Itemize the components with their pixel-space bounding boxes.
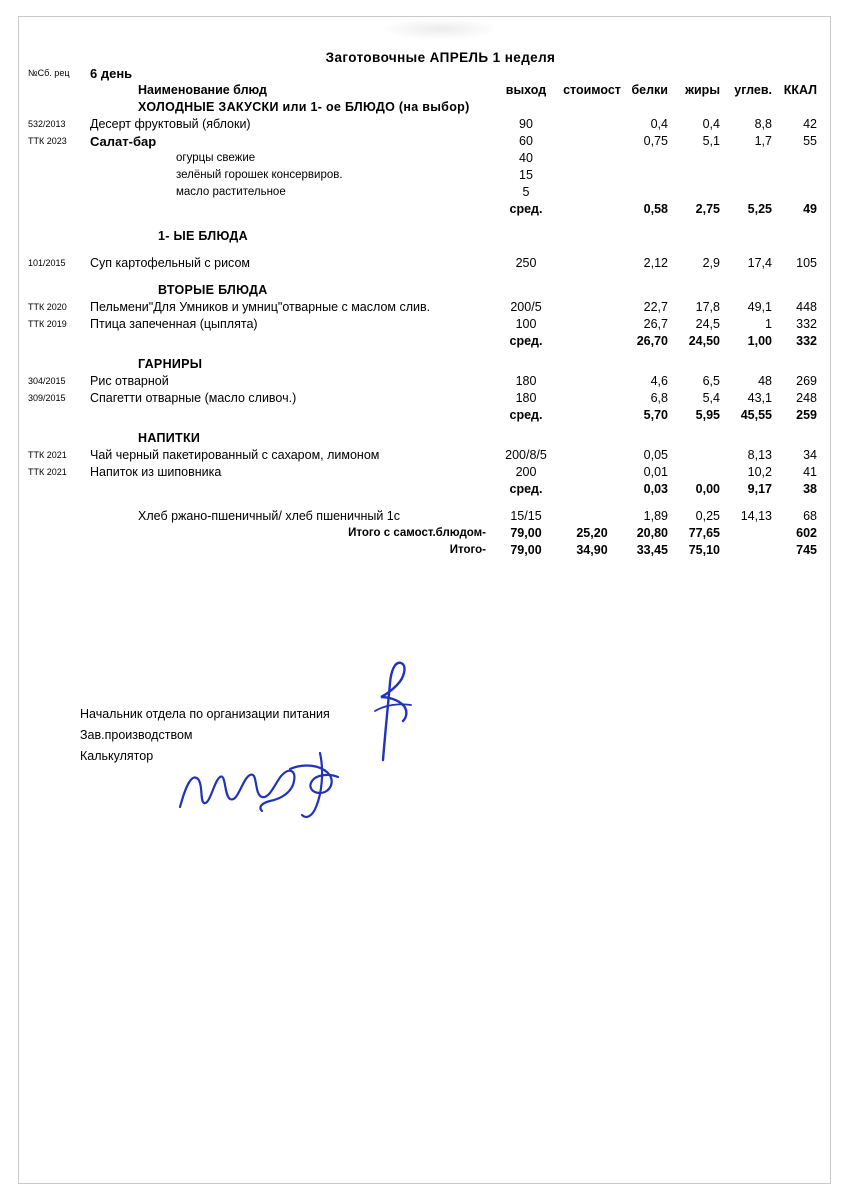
dish-out: 60 (519, 134, 533, 148)
dish-carbs: 8,13 (747, 448, 772, 462)
dish-code: 309/2015 (28, 393, 66, 403)
dish-name: масло растительное (176, 186, 286, 198)
dish-name: зелёный горошек консервиров. (176, 169, 343, 181)
dish-name: Напиток из шиповника (90, 465, 222, 479)
average-cost (562, 481, 622, 498)
dish-kcal: 41 (803, 465, 817, 479)
col-header-cost: стоимост (563, 83, 621, 97)
dish-carbs: 48 (758, 374, 772, 388)
table-row (28, 464, 823, 481)
dish-protein: 22,7 (643, 300, 668, 314)
average-row (28, 407, 823, 424)
table-row (28, 390, 823, 407)
bread-carbs: 14,13 (740, 509, 772, 523)
total-extra (726, 525, 778, 542)
section-heading: ХОЛОДНЫЕ ЗАКУСКИ или 1- ое БЛЮДО (на выбор) (138, 100, 470, 114)
dish-name: Суп картофельный с рисом (90, 256, 250, 270)
dish-kcal: 248 (796, 391, 817, 405)
signature-line-1: Начальник отдела по организации питания (80, 707, 330, 721)
total-protein: 34,90 (576, 543, 608, 557)
dish-fat: 24,5 (695, 317, 720, 331)
average-row (28, 333, 823, 350)
document-content (28, 50, 823, 559)
average-kcal: 38 (803, 482, 817, 496)
average-fat: 0,00 (695, 482, 720, 496)
dish-name: Чай черный пакетированный с сахаром, лимоном (90, 448, 380, 462)
dish-kcal: 448 (796, 300, 817, 314)
average-fat: 2,75 (695, 202, 720, 216)
signature-line-3: Калькулятор (80, 749, 154, 763)
section-heading-row (28, 282, 823, 299)
average-cost (562, 333, 622, 350)
section-heading-row (28, 99, 823, 116)
dish-name: Рис отварной (90, 374, 169, 388)
dish-name: Спагетти отварные (масло сливоч.) (90, 391, 297, 405)
total-fat: 33,45 (636, 543, 668, 557)
col-header-carbs: углев. (734, 83, 772, 97)
dish-carbs: 17,4 (747, 256, 772, 270)
col-header-name: Наименование блюд (138, 83, 267, 97)
dish-protein: 26,7 (643, 317, 668, 331)
total-cost: 79,00 (510, 526, 542, 540)
total-fat: 20,80 (636, 526, 668, 540)
table-row (28, 184, 823, 201)
col-header-fat: жиры (685, 83, 720, 97)
average-protein: 0,58 (643, 202, 668, 216)
average-kcal: 49 (803, 202, 817, 216)
col-header-kcal: ККАЛ (783, 83, 817, 97)
dish-protein: 0,4 (650, 117, 668, 131)
bread-code (28, 508, 90, 525)
dish-out: 200/8/5 (505, 448, 547, 462)
dish-fat: 0,4 (702, 117, 720, 131)
dish-fat: 6,5 (702, 374, 720, 388)
average-label: сред. (509, 334, 543, 348)
total-label: Итого с самост.блюдом- (348, 527, 486, 539)
dish-code: ТТК 2019 (28, 319, 67, 329)
dish-out: 5 (522, 185, 530, 199)
dish-cost (562, 447, 622, 464)
dish-carbs: 1 (765, 317, 772, 331)
table-row (28, 255, 823, 272)
section-heading: 1- ЫЕ БЛЮДА (158, 229, 248, 243)
section-heading-row (28, 228, 823, 245)
dish-protein: 0,75 (643, 134, 668, 148)
average-label: сред. (509, 202, 543, 216)
dish-kcal: 55 (803, 134, 817, 148)
section-heading: ГАРНИРЫ (138, 357, 203, 371)
table-row (28, 167, 823, 184)
dish-name: Салат-бар (90, 134, 157, 149)
total-carbs: 77,65 (688, 526, 720, 540)
section-heading-row (28, 430, 823, 447)
average-carbs: 1,00 (747, 334, 772, 348)
scan-watermark (380, 18, 500, 40)
average-fat: 5,95 (695, 408, 720, 422)
dish-name: Птица запеченная (цыплята) (90, 317, 258, 331)
total-cost: 79,00 (510, 543, 542, 557)
dish-kcal: 332 (796, 317, 817, 331)
dish-code (28, 150, 90, 167)
col-header-protein: белки (631, 83, 668, 97)
total-carbs: 75,10 (688, 543, 720, 557)
dish-carbs: 43,1 (747, 391, 772, 405)
dish-fat: 17,8 (695, 300, 720, 314)
table-row (28, 116, 823, 133)
dish-code (28, 184, 90, 201)
total-label: Итого- (449, 544, 486, 556)
dish-out: 180 (515, 391, 537, 405)
dish-out: 180 (515, 374, 537, 388)
table-row (28, 373, 823, 390)
bread-out: 15/15 (510, 509, 542, 523)
bread-kcal: 68 (803, 509, 817, 523)
total-row (28, 542, 823, 559)
dish-carbs: 8,8 (754, 117, 772, 131)
total-extra (726, 542, 778, 559)
dish-kcal: 34 (803, 448, 817, 462)
dish-fat: 5,1 (702, 134, 720, 148)
dish-carbs: 49,1 (747, 300, 772, 314)
average-kcal: 332 (796, 334, 817, 348)
dish-cost (562, 464, 622, 481)
dish-out: 250 (515, 256, 537, 270)
dish-out: 100 (515, 317, 537, 331)
dish-code: 532/2013 (28, 119, 66, 129)
dish-carbs: 1,7 (754, 134, 772, 148)
dish-kcal: 269 (796, 374, 817, 388)
average-label: сред. (509, 482, 543, 496)
dish-name: Пельмени"Для Умников и умниц"отварные с маслом слив. (90, 300, 431, 314)
table-row (28, 150, 823, 167)
dish-cost (562, 390, 622, 407)
bread-cost (562, 508, 622, 525)
dish-protein: 0,01 (643, 465, 668, 479)
average-cost (562, 407, 622, 424)
bread-protein: 1,89 (643, 509, 668, 523)
section-heading: НАПИТКИ (138, 431, 201, 445)
signature-line-2: Зав.производством (80, 728, 193, 742)
dish-fat: 2,9 (702, 256, 720, 270)
dish-code: 101/2015 (28, 258, 66, 268)
bread-name: Хлеб ржано-пшеничный/ хлеб пшеничный 1с (138, 509, 400, 523)
dish-out: 200/5 (510, 300, 542, 314)
dish-cost (562, 373, 622, 390)
dish-cost (562, 299, 622, 316)
dish-name: Десерт фруктовый (яблоки) (90, 117, 251, 131)
average-protein: 5,70 (643, 408, 668, 422)
document-title: Заготовочные АПРЕЛЬ 1 неделя (325, 50, 556, 65)
average-protein: 0,03 (643, 482, 668, 496)
average-kcal: 259 (796, 408, 817, 422)
dish-code: ТТК 2021 (28, 450, 67, 460)
section-heading: ВТОРЫЕ БЛЮДА (158, 283, 268, 297)
table-row (28, 133, 823, 150)
table-row (28, 299, 823, 316)
col-header-out: выход (505, 83, 547, 97)
menu-table (28, 65, 823, 559)
section-heading-row (28, 356, 823, 373)
dish-code: 304/2015 (28, 376, 66, 386)
total-kcal: 745 (796, 543, 817, 557)
dish-out: 200 (515, 465, 537, 479)
dish-cost (562, 133, 622, 150)
total-protein: 25,20 (576, 526, 608, 540)
bread-fat: 0,25 (695, 509, 720, 523)
average-row (28, 201, 823, 218)
average-cost (562, 201, 622, 218)
average-protein: 26,70 (636, 334, 668, 348)
bread-row (28, 508, 823, 525)
dish-fat: 5,4 (702, 391, 720, 405)
dish-out: 15 (519, 168, 533, 182)
dish-cost (562, 116, 622, 133)
average-carbs: 5,25 (747, 202, 772, 216)
dish-out: 40 (519, 151, 533, 165)
dish-kcal: 105 (796, 256, 817, 270)
dish-fat (674, 464, 726, 481)
dish-name: огурцы свежие (176, 152, 256, 164)
total-kcal: 602 (796, 526, 817, 540)
table-row (28, 316, 823, 333)
day-label: 6 день (90, 66, 133, 81)
dish-code: ТТК 2021 (28, 467, 67, 477)
average-fat: 24,50 (688, 334, 720, 348)
average-label: сред. (509, 408, 543, 422)
average-carbs: 45,55 (740, 408, 772, 422)
dish-fat (674, 447, 726, 464)
dish-kcal: 42 (803, 117, 817, 131)
dish-protein: 6,8 (650, 391, 668, 405)
dish-carbs: 10,2 (747, 465, 772, 479)
column-header-row (28, 82, 823, 99)
dish-cost (562, 255, 622, 272)
table-row (28, 447, 823, 464)
dish-protein: 4,6 (650, 374, 668, 388)
dish-out: 90 (519, 117, 533, 131)
dish-code: ТТК 2020 (28, 302, 67, 312)
signature-block (80, 704, 330, 767)
recipe-label: №Сб. рец (28, 68, 70, 78)
total-row (28, 525, 823, 542)
dish-protein: 2,12 (643, 256, 668, 270)
day-header-row (28, 65, 823, 82)
dish-cost (562, 316, 622, 333)
dish-protein: 0,05 (643, 448, 668, 462)
average-row (28, 481, 823, 498)
dish-code: ТТК 2023 (28, 136, 67, 146)
average-carbs: 9,17 (747, 482, 772, 496)
dish-code (28, 167, 90, 184)
